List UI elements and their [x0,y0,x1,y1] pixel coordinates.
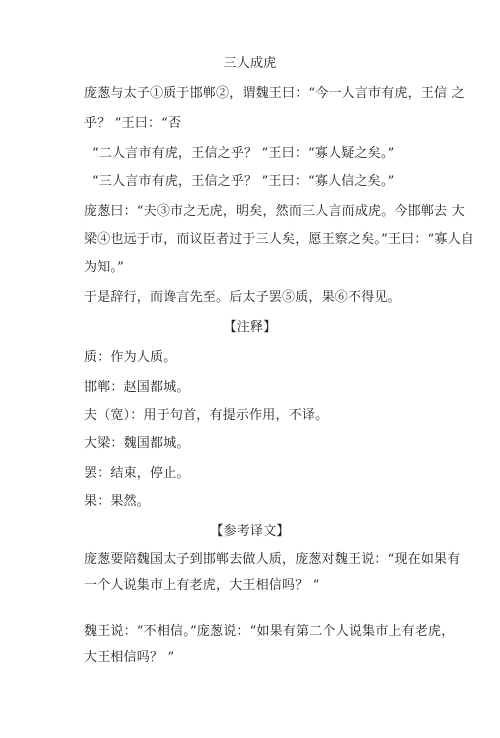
translation-heading: 【参考译文】 [210,524,290,539]
note-item: 质：作为人质。 [84,350,177,365]
story-line: 庞葱曰：“夫③市之无虎，明矣，然而三人言而成虎。今邯郸去 大 [84,204,465,219]
story-line: 庞葱与太子①质于邯郸②，谓魏王曰：“今一人言市有虎，王信 之 [84,86,465,101]
story-line: 于是辞行，而谗言先至。后太子罢⑤质，果⑥不得见。 [84,290,401,305]
translation-line: 庞葱要陪魏国太子到邯郸去做人质，庞葱对魏王说：“现在如果有 [84,552,461,567]
note-item: 果：果然。 [84,494,151,509]
notes-heading: 【注释】 [223,320,277,335]
story-line: 乎？ ”王曰：“否 [84,116,182,131]
note-item: 大梁：魏国都城。 [84,436,190,451]
story-line: 为知。” [84,260,124,275]
story-line: 梁④也远于市，而议臣者过于三人矣，愿王察之矣。”王曰：“寡人自 [84,232,474,247]
story-line: “三人言市有虎，王信之乎？ ”王曰：“寡人信之矣。” [92,174,395,189]
note-item: 邯郸：赵国都城。 [84,380,190,395]
translation-line: 一个人说集市上有老虎，大王相信吗？ ” [84,578,320,593]
note-item: 夫（宽）：用于句首，有提示作用，不译。 [84,408,329,423]
document-title: 三人成虎 [223,56,277,71]
story-line: “二人言市有虎，王信之乎？ ”王曰：“寡人疑之矣。” [92,146,395,161]
translation-line: 魏王说：“不相信。”庞葱说：“如果有第二个人说集市上有老虎， [84,624,455,639]
translation-line: 大王相信吗？ ” [84,650,175,665]
note-item: 罢：结束，停止。 [84,466,190,481]
